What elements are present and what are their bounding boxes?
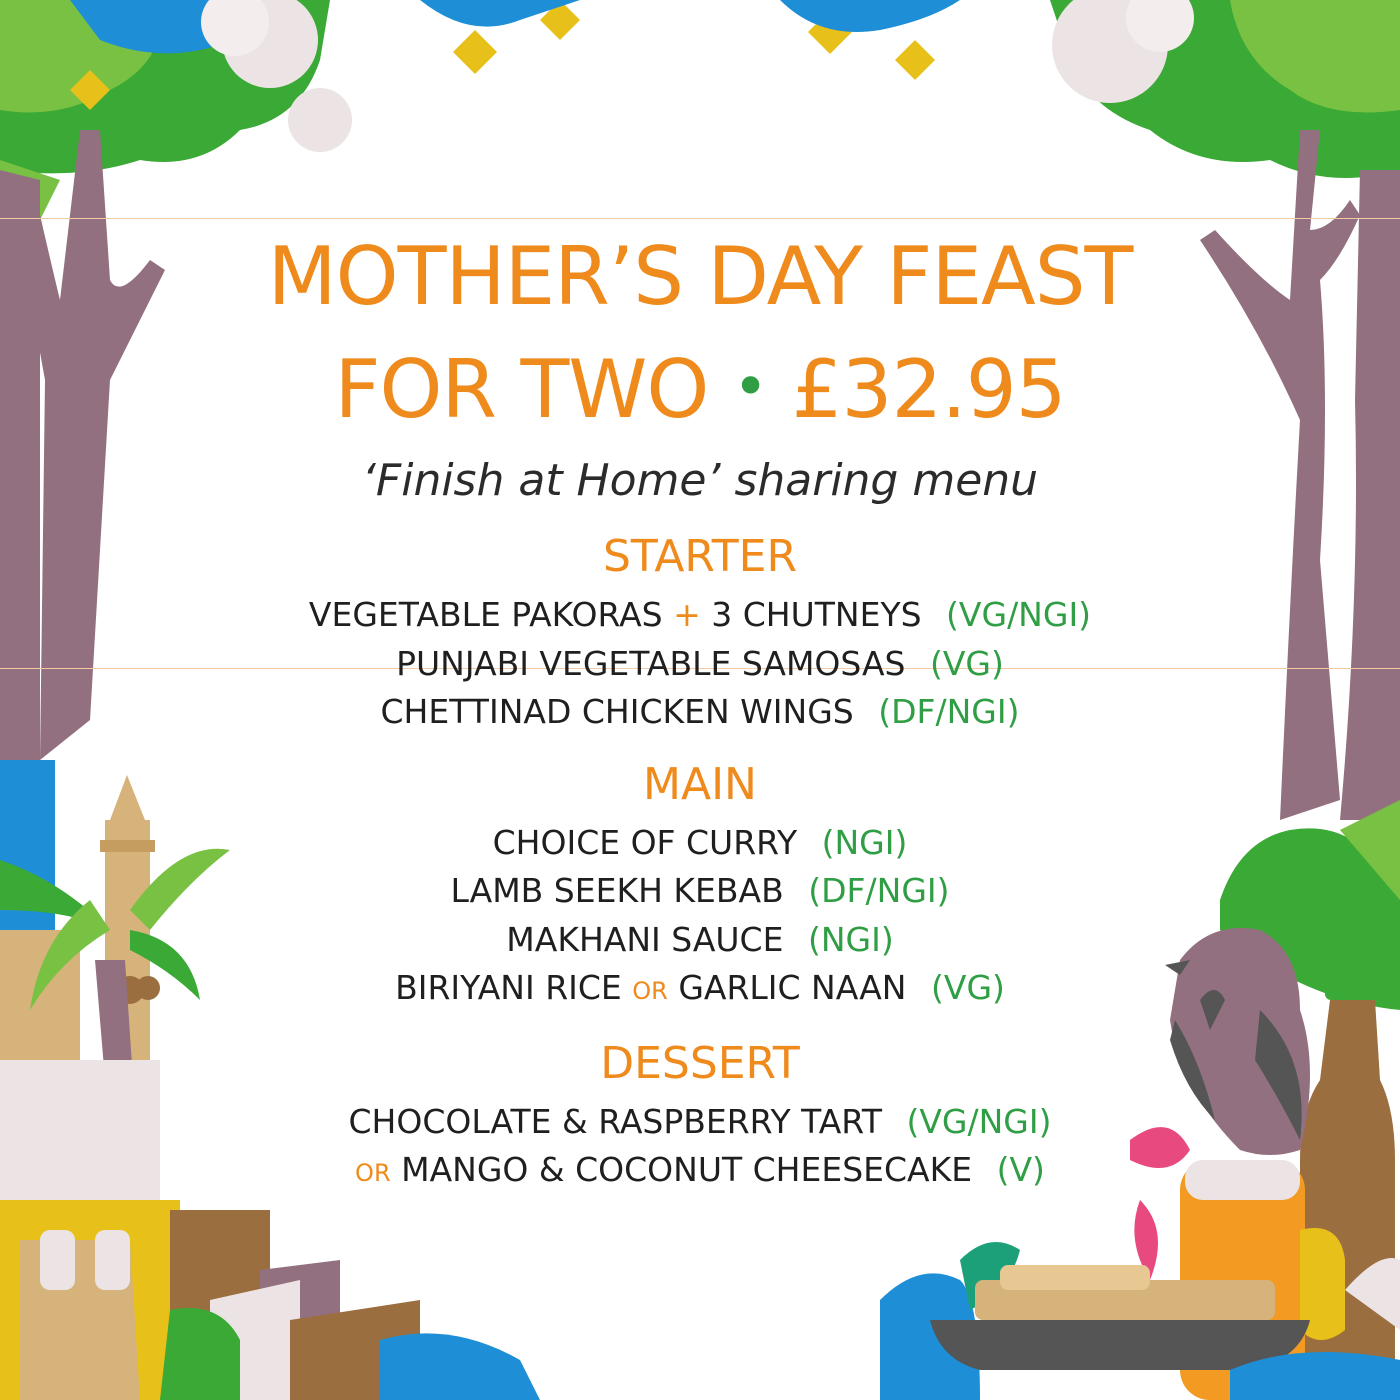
item-name: GARLIC NAAN [678,968,907,1007]
section-heading: DESSERT [600,1037,800,1089]
water-icon [380,1333,540,1400]
item-name: BIRIYANI RICE [395,968,622,1007]
title-line-2 [0,332,1400,445]
item-connector: OR [632,977,668,1005]
menu-item [0,640,1400,689]
guide-line [0,218,1400,219]
item-name: MAKHANI SAUCE [506,919,784,959]
dietary-tag: (VG/NGI) [946,595,1092,634]
section-heading: STARTER [602,531,798,582]
title-separator: • [732,352,768,422]
item-name: MANGO & COCONUT CHEESECAKE [401,1150,973,1189]
item-name: CHOICE OF CURRY [492,822,798,862]
section-main [0,757,1400,1016]
menu-item [0,964,1400,1016]
item-name: CHETTINAD CHICKEN WINGS [380,692,854,731]
menu-content [0,222,1400,1198]
item-connector: + [673,595,701,634]
item-name: CHOCOLATE & RASPBERRY TART [348,1101,882,1141]
subtitle: ‘Finish at Home’ sharing menu [361,455,1039,506]
dietary-tag: (VG) [929,643,1004,683]
section-dessert [0,1036,1400,1198]
menu-item [0,867,1400,916]
item-name: LAMB SEEKH KEBAB [450,871,784,910]
price: £32.95 [791,343,1066,436]
dietary-tag: (NGI) [821,822,908,862]
page-title [0,222,1400,445]
title-prefix: FOR TWO [334,343,709,436]
garland-icon [780,0,960,32]
dietary-tag: (VG/NGI) [906,1101,1052,1141]
section-heading: MAIN [643,758,757,810]
dietary-tag: (V) [996,1150,1045,1189]
dietary-tag: (VG) [931,968,1005,1007]
window-icon [40,1230,75,1290]
item-name: VEGETABLE PAKORAS [308,595,663,634]
section-starter [0,529,1400,737]
menu-item [0,1146,1400,1198]
dietary-tag: (NGI) [807,919,894,959]
dietary-tag: (DF/NGI) [808,871,950,910]
menu-item [0,591,1400,640]
menu-item [0,688,1400,737]
title-line-1: MOTHER’S DAY FEAST [267,230,1133,323]
item-name: 3 CHUTNEYS [711,595,922,634]
menu-item [0,819,1400,868]
menu-item [0,1098,1400,1147]
item-connector: OR [355,1159,391,1187]
item-name: PUNJABI VEGETABLE SAMOSAS [396,643,906,683]
menu-item [0,916,1400,965]
bread-board-icon [930,1265,1310,1370]
dietary-tag: (DF/NGI) [878,692,1020,731]
window-icon [95,1230,130,1290]
